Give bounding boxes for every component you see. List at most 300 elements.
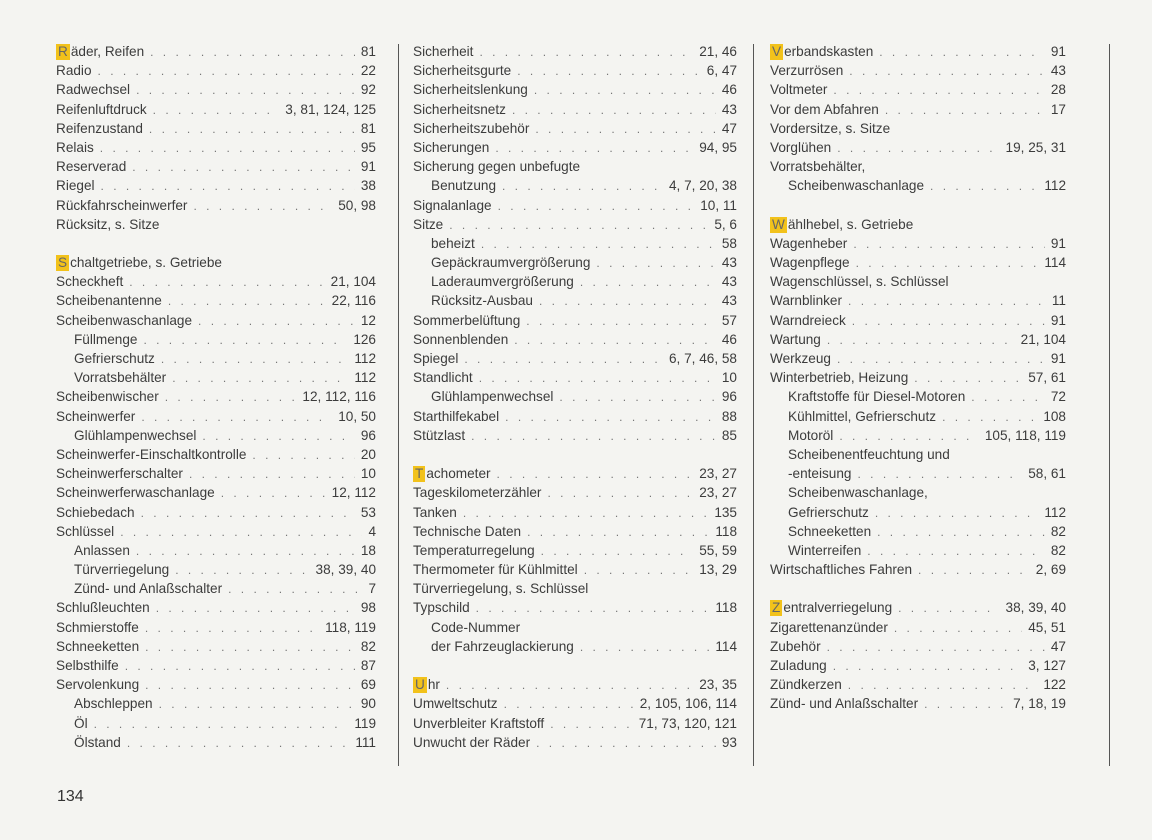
entry-page-refs: 55, 59 [699, 542, 737, 558]
index-subentry [770, 445, 1066, 464]
index-subentry [56, 541, 376, 560]
entry-label: Schmierstoffe [56, 619, 139, 635]
entry-page-refs: 10, 50 [338, 408, 376, 424]
entry-page-refs: 12, 112 [331, 485, 376, 501]
dot-leader [202, 427, 354, 445]
entry-page-refs: 3, 81, 124, 125 [285, 101, 376, 117]
dot-leader [848, 676, 1038, 694]
index-entry [56, 176, 376, 195]
entry-label: Ölstand [74, 734, 121, 750]
index-entry [56, 42, 376, 61]
index-subentry [56, 368, 376, 387]
index-entry [413, 426, 737, 445]
dot-leader [853, 235, 1045, 253]
entry-label: Füllmenge [74, 331, 138, 347]
index-subentry [770, 426, 1066, 445]
entry-label: Sicherheitslenkung [413, 82, 528, 98]
dot-leader [463, 504, 708, 522]
entry-label: Servolenkung [56, 677, 140, 693]
entry-page-refs: 88 [721, 408, 737, 424]
entry-page-refs: 58 [721, 235, 737, 251]
dot-leader [502, 177, 663, 195]
entry-label: Laderaumvergrößerung [431, 274, 574, 290]
dot-leader [145, 619, 319, 637]
dot-leader [512, 101, 716, 119]
dot-leader [898, 599, 999, 617]
index-subentry [56, 714, 376, 733]
index-subentry [770, 176, 1066, 195]
dot-leader [550, 715, 633, 733]
dot-leader [942, 408, 1037, 426]
dot-leader [165, 388, 297, 406]
index-subentry [413, 253, 737, 272]
entry-label: Umweltschutz [413, 696, 498, 712]
entry-page-refs: 23, 27 [699, 485, 737, 501]
entry-page-refs: 82 [1050, 542, 1066, 558]
entry-page-refs: 46 [721, 331, 737, 347]
dot-leader [479, 369, 716, 387]
section-initial-letter: V [772, 44, 782, 59]
entry-label: Riegel [56, 178, 95, 194]
entry-page-refs: 112 [1044, 504, 1066, 520]
index-entry [56, 675, 376, 694]
index-column-3 [770, 42, 1066, 714]
dot-leader [100, 139, 355, 157]
index-entry [770, 61, 1066, 80]
index-entry [56, 618, 376, 637]
index-subentry [413, 176, 737, 195]
entry-page-refs: 112 [354, 351, 376, 366]
index-column-1 [56, 42, 376, 752]
entry-page-refs: 4 [368, 523, 376, 539]
index-subentry [413, 272, 737, 291]
index-entry [413, 483, 737, 502]
entry-label: Kühlmittel, Gefrierschutz [788, 408, 937, 424]
entry-label: Sicherungen [413, 139, 490, 155]
entry-page-refs: 112 [1044, 178, 1066, 194]
index-subentry [413, 637, 737, 656]
index-entry [413, 330, 737, 349]
entry-label: Zubehör [770, 638, 821, 654]
index-entry [56, 80, 376, 99]
dot-leader [867, 542, 1045, 560]
dot-leader [471, 427, 716, 445]
entry-label: Scheinwerfer [56, 408, 136, 424]
dot-leader [541, 542, 694, 560]
entry-label: Türverriegelung [74, 562, 170, 578]
index-entry [413, 196, 737, 215]
index-entry [56, 656, 376, 675]
entry-page-refs: 96 [360, 427, 376, 443]
entry-page-refs: 118, 119 [325, 619, 376, 635]
dot-leader [189, 465, 355, 483]
index-entry [56, 272, 376, 291]
index-entry [770, 637, 1066, 656]
index-entry [56, 407, 376, 426]
entry-page-refs: 111 [355, 734, 376, 750]
index-subentry [770, 387, 1066, 406]
index-entry [413, 560, 737, 579]
index-entry [413, 464, 737, 483]
entry-label: Winterreifen [788, 542, 862, 558]
dot-leader [918, 561, 1030, 579]
entry-page-refs: 69 [360, 677, 376, 693]
dot-leader [877, 523, 1045, 541]
index-entry [770, 138, 1066, 157]
index-entry [56, 61, 376, 80]
dot-leader [517, 62, 701, 80]
dot-leader [852, 312, 1045, 330]
entry-page-refs: 135 [714, 504, 737, 520]
index-entry [770, 330, 1066, 349]
entry-page-refs: 12, 112, 116 [302, 389, 376, 405]
entry-page-refs: 10, 11 [700, 197, 737, 213]
entry-label: Sicherheitszubehör [413, 120, 530, 136]
entry-page-refs: 82 [360, 638, 376, 654]
entry-label: Türverriegelung, s. Schlüssel [413, 581, 589, 597]
index-entry [770, 215, 1066, 234]
section-gap [770, 579, 1066, 598]
entry-label: Schneeketten [788, 523, 872, 539]
entry-page-refs: 6, 7, 46, 58 [668, 351, 737, 366]
entry-page-refs: 114 [1044, 255, 1066, 271]
dot-leader [837, 350, 1045, 368]
column-divider [753, 44, 754, 766]
index-entry [56, 138, 376, 157]
index-entry [770, 656, 1066, 675]
index-entry [770, 100, 1066, 119]
dot-leader [504, 695, 634, 713]
dot-leader [971, 388, 1045, 406]
index-entry [770, 349, 1066, 368]
dot-leader [221, 484, 326, 502]
entry-label: Schlußleuchten [56, 600, 150, 616]
index-entry [770, 311, 1066, 330]
dot-leader [848, 292, 1046, 310]
entry-label: Reserverad [56, 159, 127, 175]
dot-leader [534, 81, 716, 99]
entry-label: Warnblinker [770, 293, 843, 309]
section-initial-letter: S [58, 255, 68, 271]
entry-label: Benutzung [431, 178, 497, 194]
entry-label: Sitze [413, 216, 444, 232]
entry-page-refs: 12 [360, 312, 376, 328]
entry-page-refs: 72 [1050, 389, 1066, 405]
dot-leader [136, 81, 355, 99]
index-entry [413, 368, 737, 387]
index-entry [413, 311, 737, 330]
entry-label: Verzurrösen [770, 63, 844, 79]
entry-page-refs: 46 [721, 82, 737, 98]
entry-label: Sicherheit [413, 44, 474, 59]
entry-page-refs: 94, 95 [699, 139, 737, 155]
entry-page-refs: 57 [721, 312, 737, 328]
dot-leader [193, 197, 332, 215]
dot-leader [98, 62, 355, 80]
entry-page-refs: 118 [715, 523, 737, 539]
dot-leader [446, 676, 693, 694]
index-entry [56, 157, 376, 176]
index-subentry [413, 291, 737, 310]
dot-leader [149, 120, 355, 138]
entry-page-refs: 90 [360, 696, 376, 712]
index-entry [413, 541, 737, 560]
dot-leader [547, 484, 693, 502]
index-subentry [56, 349, 376, 368]
entry-page-refs: 98 [360, 600, 376, 616]
dot-leader [476, 599, 710, 617]
entry-page-refs: 18 [360, 542, 376, 558]
index-column-2 [413, 42, 737, 752]
entry-label: Zünd- und Anlaßschalter [770, 696, 919, 712]
entry-label: Gepäckraumvergrößerung [431, 255, 591, 271]
index-entry [413, 714, 737, 733]
section-initial-letter: W [772, 216, 785, 232]
entry-label: Temperaturregelung [413, 542, 535, 558]
column-divider [398, 44, 399, 766]
index-subentry [413, 387, 737, 406]
entry-label: Scheinwerferschalter [56, 466, 183, 482]
dot-leader [153, 101, 280, 119]
entry-label: ählhebel, s. Getriebe [787, 216, 914, 232]
section-initial-letter: U [415, 677, 425, 693]
entry-label: der Fahrzeuglackierung [431, 638, 574, 654]
entry-label: entralverriegelung [783, 600, 893, 616]
entry-label: Sonnenblenden [413, 331, 509, 347]
entry-page-refs: 93 [721, 734, 737, 750]
entry-label: Wagenschlüssel, s. Schlüssel [770, 274, 949, 290]
dot-leader [833, 81, 1044, 99]
index-entry [770, 618, 1066, 637]
index-entry [770, 560, 1066, 579]
index-entry [413, 522, 737, 541]
entry-page-refs: 17 [1050, 101, 1066, 117]
entry-label: Kraftstoffe für Diesel-Motoren [788, 389, 966, 405]
entry-page-refs: 43 [721, 293, 737, 309]
entry-page-refs: 3, 127 [1028, 658, 1066, 673]
entry-label: Radio [56, 63, 92, 79]
entry-page-refs: 53 [360, 504, 376, 520]
entry-label: Reifenzustand [56, 120, 143, 136]
index-subentry [770, 407, 1066, 426]
index-entry [56, 483, 376, 502]
dot-leader [228, 580, 362, 598]
entry-page-refs: 58, 61 [1028, 466, 1066, 482]
index-entry [56, 503, 376, 522]
entry-page-refs: 71, 73, 120, 121 [638, 715, 737, 731]
section-initial-letter: Z [772, 600, 781, 616]
index-entry [770, 119, 1066, 138]
entry-label: Tanken [413, 504, 457, 520]
entry-page-refs: 122 [1043, 677, 1066, 693]
entry-page-refs: 85 [721, 427, 737, 443]
entry-label: -enteisung [788, 466, 852, 482]
entry-page-refs: 91 [1050, 351, 1066, 366]
entry-label: Scheibenwaschanlage [788, 178, 925, 194]
dot-leader [514, 331, 716, 349]
dot-leader [145, 676, 355, 694]
dot-leader [168, 292, 326, 310]
section-gap [770, 196, 1066, 215]
index-entry [56, 598, 376, 617]
entry-label: beheizt [431, 235, 475, 251]
dot-leader [885, 101, 1045, 119]
index-entry [413, 694, 737, 713]
dot-leader [172, 369, 348, 387]
index-entry [56, 637, 376, 656]
dot-leader [924, 695, 1007, 713]
entry-page-refs: 81 [360, 44, 376, 59]
index-entry [413, 61, 737, 80]
index-subentry [770, 483, 1066, 502]
index-entry [770, 368, 1066, 387]
index-entry [413, 407, 737, 426]
entry-label: Tageskilometerzähler [413, 485, 542, 501]
entry-label: Scheinwerferwaschanlage [56, 485, 215, 501]
entry-page-refs: 43 [721, 274, 737, 290]
entry-label: Scheibenwischer [56, 389, 159, 405]
entry-label: Wirtschaftliches Fahren [770, 562, 913, 578]
index-entry [413, 157, 737, 176]
entry-label: Code-Nummer [431, 619, 521, 635]
index-entry [56, 464, 376, 483]
entry-page-refs: 10 [721, 370, 737, 386]
entry-label: Scheibenentfeuchtung und [788, 446, 950, 462]
dot-leader [101, 177, 355, 195]
dot-leader [526, 312, 716, 330]
dot-leader [120, 523, 362, 541]
entry-page-refs: 38, 39, 40 [315, 562, 376, 578]
entry-page-refs: 22 [360, 63, 376, 79]
entry-label: Sicherung gegen unbefugte [413, 159, 581, 175]
dot-leader [497, 465, 694, 483]
index-subentry [413, 618, 737, 637]
index-entry [413, 733, 737, 752]
entry-label: Scheckheft [56, 274, 124, 290]
entry-page-refs: 6, 47 [706, 63, 737, 79]
dot-leader [827, 638, 1045, 656]
index-subentry [56, 579, 376, 598]
dot-leader [252, 446, 354, 464]
entry-label: erbandskasten [784, 44, 874, 59]
dot-leader [580, 638, 710, 656]
index-entry [770, 675, 1066, 694]
entry-page-refs: 87 [360, 658, 376, 673]
entry-label: Winterbetrieb, Heizung [770, 370, 909, 386]
dot-leader [857, 465, 1022, 483]
dot-leader [125, 657, 355, 675]
index-entry [770, 253, 1066, 272]
entry-label: Voltmeter [770, 82, 828, 98]
entry-label: Reifenluftdruck [56, 101, 147, 117]
entry-label: Werkzeug [770, 351, 831, 366]
dot-leader [198, 312, 355, 330]
entry-page-refs: 43 [721, 255, 737, 271]
entry-page-refs: 11 [1051, 293, 1066, 309]
entry-label: Schlüssel [56, 523, 115, 539]
entry-page-refs: 22, 116 [331, 293, 376, 309]
dot-leader [129, 273, 324, 291]
entry-label: Anlassen [74, 542, 130, 558]
dot-leader [930, 177, 1038, 195]
entry-page-refs: 19, 25, 31 [1005, 139, 1066, 155]
entry-label: Gefrierschutz [74, 351, 155, 366]
entry-label: Vorratsbehälter, [770, 159, 866, 175]
section-initial-letter: T [415, 466, 424, 482]
entry-page-refs: 10 [360, 466, 376, 482]
entry-label: äder, Reifen [70, 44, 145, 59]
entry-page-refs: 20 [360, 446, 376, 462]
index-entry [56, 100, 376, 119]
entry-label: Thermometer für Kühlmittel [413, 562, 578, 578]
entry-label: Spiegel [413, 351, 459, 366]
entry-page-refs: 50, 98 [338, 197, 376, 213]
entry-page-refs: 43 [721, 101, 737, 117]
entry-page-refs: 23, 27 [699, 466, 737, 482]
entry-page-refs: 38, 39, 40 [1005, 600, 1066, 616]
entry-page-refs: 13, 29 [699, 562, 737, 578]
dot-leader [833, 657, 1023, 675]
entry-label: Rücksitz, s. Sitze [56, 216, 160, 232]
dot-leader [132, 158, 355, 176]
entry-label: Standlicht [413, 370, 473, 386]
dot-leader [875, 504, 1038, 522]
entry-label: Scheibenwaschanlage [56, 312, 193, 328]
dot-leader [827, 331, 1015, 349]
entry-page-refs: 5, 6 [714, 216, 737, 232]
entry-label: Relais [56, 139, 94, 155]
dot-leader [879, 43, 1045, 61]
entry-label: Zigarettenanzünder [770, 619, 888, 635]
dot-leader [505, 408, 716, 426]
index-subentry [770, 541, 1066, 560]
entry-label: Stützlast [413, 427, 466, 443]
entry-page-refs: 91 [1050, 312, 1066, 328]
index-entry [56, 445, 376, 464]
dot-leader [145, 638, 355, 656]
entry-page-refs: 91 [360, 159, 376, 175]
entry-label: Rücksitz-Ausbau [431, 293, 533, 309]
index-subentry [56, 560, 376, 579]
index-entry [413, 503, 737, 522]
dot-leader [481, 235, 716, 253]
dot-leader [849, 62, 1045, 80]
entry-label: Zuladung [770, 658, 827, 673]
index-entry [56, 522, 376, 541]
dot-leader [141, 408, 332, 426]
entry-label: Typschild [413, 600, 470, 616]
index-entry [413, 42, 737, 61]
dot-leader [839, 427, 979, 445]
index-subentry [770, 464, 1066, 483]
index-entry [770, 234, 1066, 253]
entry-label: Glühlampenwechsel [74, 427, 197, 443]
entry-label: Motoröl [788, 427, 834, 443]
entry-label: Scheibenwaschanlage, [788, 485, 928, 501]
index-entry [770, 42, 1066, 61]
entry-label: Rückfahrscheinwerfer [56, 197, 188, 213]
entry-page-refs: 43 [1050, 63, 1066, 79]
entry-label: Zündkerzen [770, 677, 842, 693]
entry-page-refs: 7, 18, 19 [1013, 696, 1066, 712]
index-entry [413, 100, 737, 119]
entry-label: Unwucht der Räder [413, 734, 531, 750]
dot-leader [464, 350, 663, 368]
entry-label: Wartung [770, 331, 821, 347]
index-subentry [56, 426, 376, 445]
entry-label: Vorglühen [770, 139, 832, 155]
entry-label: Vorratsbehälter [74, 370, 167, 386]
